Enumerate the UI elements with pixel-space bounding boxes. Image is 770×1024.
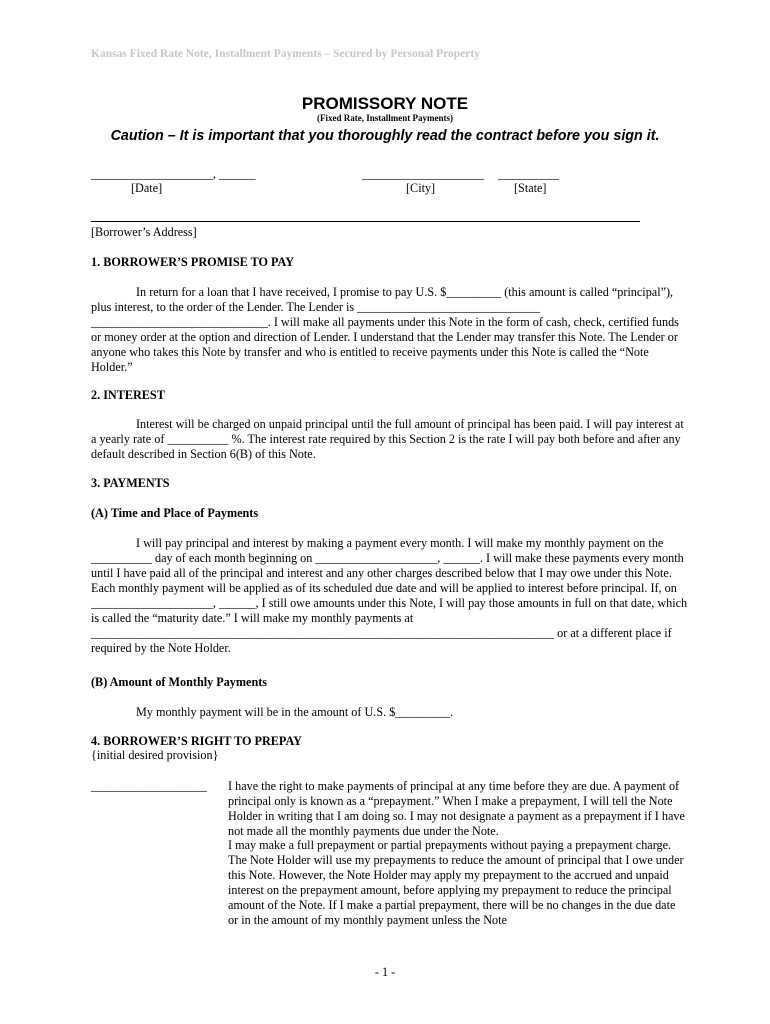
- section-1-paragraph: In return for a loan that I have received, I promise to pay U.S. $_________ (this amount is called “principal”), plus interest, to the order of the Lender. The Lender is ______________________________ _____________________________. I will make all payments under this Note in the form of cash, check, certified funds or money order at the option and direction of Lender. I understand that the Lender may transfer this Note. The Lender or anyone who takes this Note by transfer and who is entitled to receive payments under this Note is called the “Note Holder.”: [91, 285, 679, 374]
- document-subtitle: (Fixed Rate, Installment Payments): [317, 113, 453, 123]
- section-4-heading: 4. BORROWER’S RIGHT TO PREPAY: [91, 734, 302, 748]
- city-label: [City]: [406, 181, 436, 195]
- document-header: Kansas Fixed Rate Note, Installment Payments – Secured by Personal Property: [91, 48, 480, 60]
- borrower-address-line[interactable]: [91, 221, 640, 222]
- section-4-note: {initial desired provision}: [91, 748, 219, 762]
- city-blank[interactable]: ____________________: [362, 167, 484, 181]
- section-3a-heading: (A) Time and Place of Payments: [91, 506, 259, 520]
- borrower-address-label: [Borrower’s Address]: [91, 225, 197, 239]
- prepay-paragraph-2: I may make a full prepayment or partial prepayments without paying a prepayment charge. The Note Holder will use my prepayments to reduce the amount of principal that I owe under this Note. However, the Note Holder may apply my prepayment to the accrued and unpaid interest on the prepayment amount, before applying my prepayment to reduce the principal amount of the Note. If I make a partial prepayment, there will be no changes in the due date or in the amount of my monthly payment unless the Note: [228, 838, 684, 927]
- section-2-heading: 2. INTEREST: [91, 388, 165, 402]
- section-3b-paragraph: My monthly payment will be in the amount of U.S. $_________.: [136, 705, 454, 719]
- state-label: [State]: [514, 181, 547, 195]
- section-3a-paragraph: I will pay principal and interest by making a payment every month. I will make my monthly payment on the __________ day of each month beginning on ____________________, ______. I will make these payments every month until I have paid all of the principal and interest and any other charges described below that I may owe under this Note. Each monthly payment will be applied as of its scheduled due date and will be applied to interest before principal. If, on ____________________, ______, I still owe amounts under this Note, I will pay those amounts in full on that date, which is called the “maturity date.” I will make my monthly payments at ____________________________________________________________________________ or at a different place if required by the Note Holder.: [91, 536, 688, 655]
- prepay-initial-blank[interactable]: ___________________: [91, 779, 207, 793]
- caution-notice: Caution – It is important that you thoroughly read the contract before you sign it.: [110, 128, 660, 144]
- document-title: PROMISSORY NOTE: [301, 94, 469, 113]
- state-blank[interactable]: __________: [498, 167, 559, 181]
- section-3-heading: 3. PAYMENTS: [91, 476, 170, 490]
- section-2-paragraph: Interest will be charged on unpaid principal until the full amount of principal has been paid. I will pay interest at a yearly rate of __________ %. The interest rate required by this Section 2 is the rate I will pay both before and after any default described in Section 6(B) of this Note.: [91, 417, 684, 461]
- date-label: [Date]: [131, 181, 163, 195]
- page-number: - 1 -: [374, 965, 396, 979]
- section-1-heading: 1. BORROWER’S PROMISE TO PAY: [91, 255, 295, 269]
- date-blank[interactable]: ____________________, ______: [91, 167, 256, 181]
- prepay-paragraph-1: I have the right to make payments of principal at any time before they are due. A payment of principal only is known as a “prepayment.” When I make a prepayment, I will tell the Note Holder in writing that I am doing so. I may not designate a payment as a prepayment if I have not made all the monthly payments due under the Note.: [228, 779, 685, 838]
- section-3b-heading: (B) Amount of Monthly Payments: [91, 675, 268, 689]
